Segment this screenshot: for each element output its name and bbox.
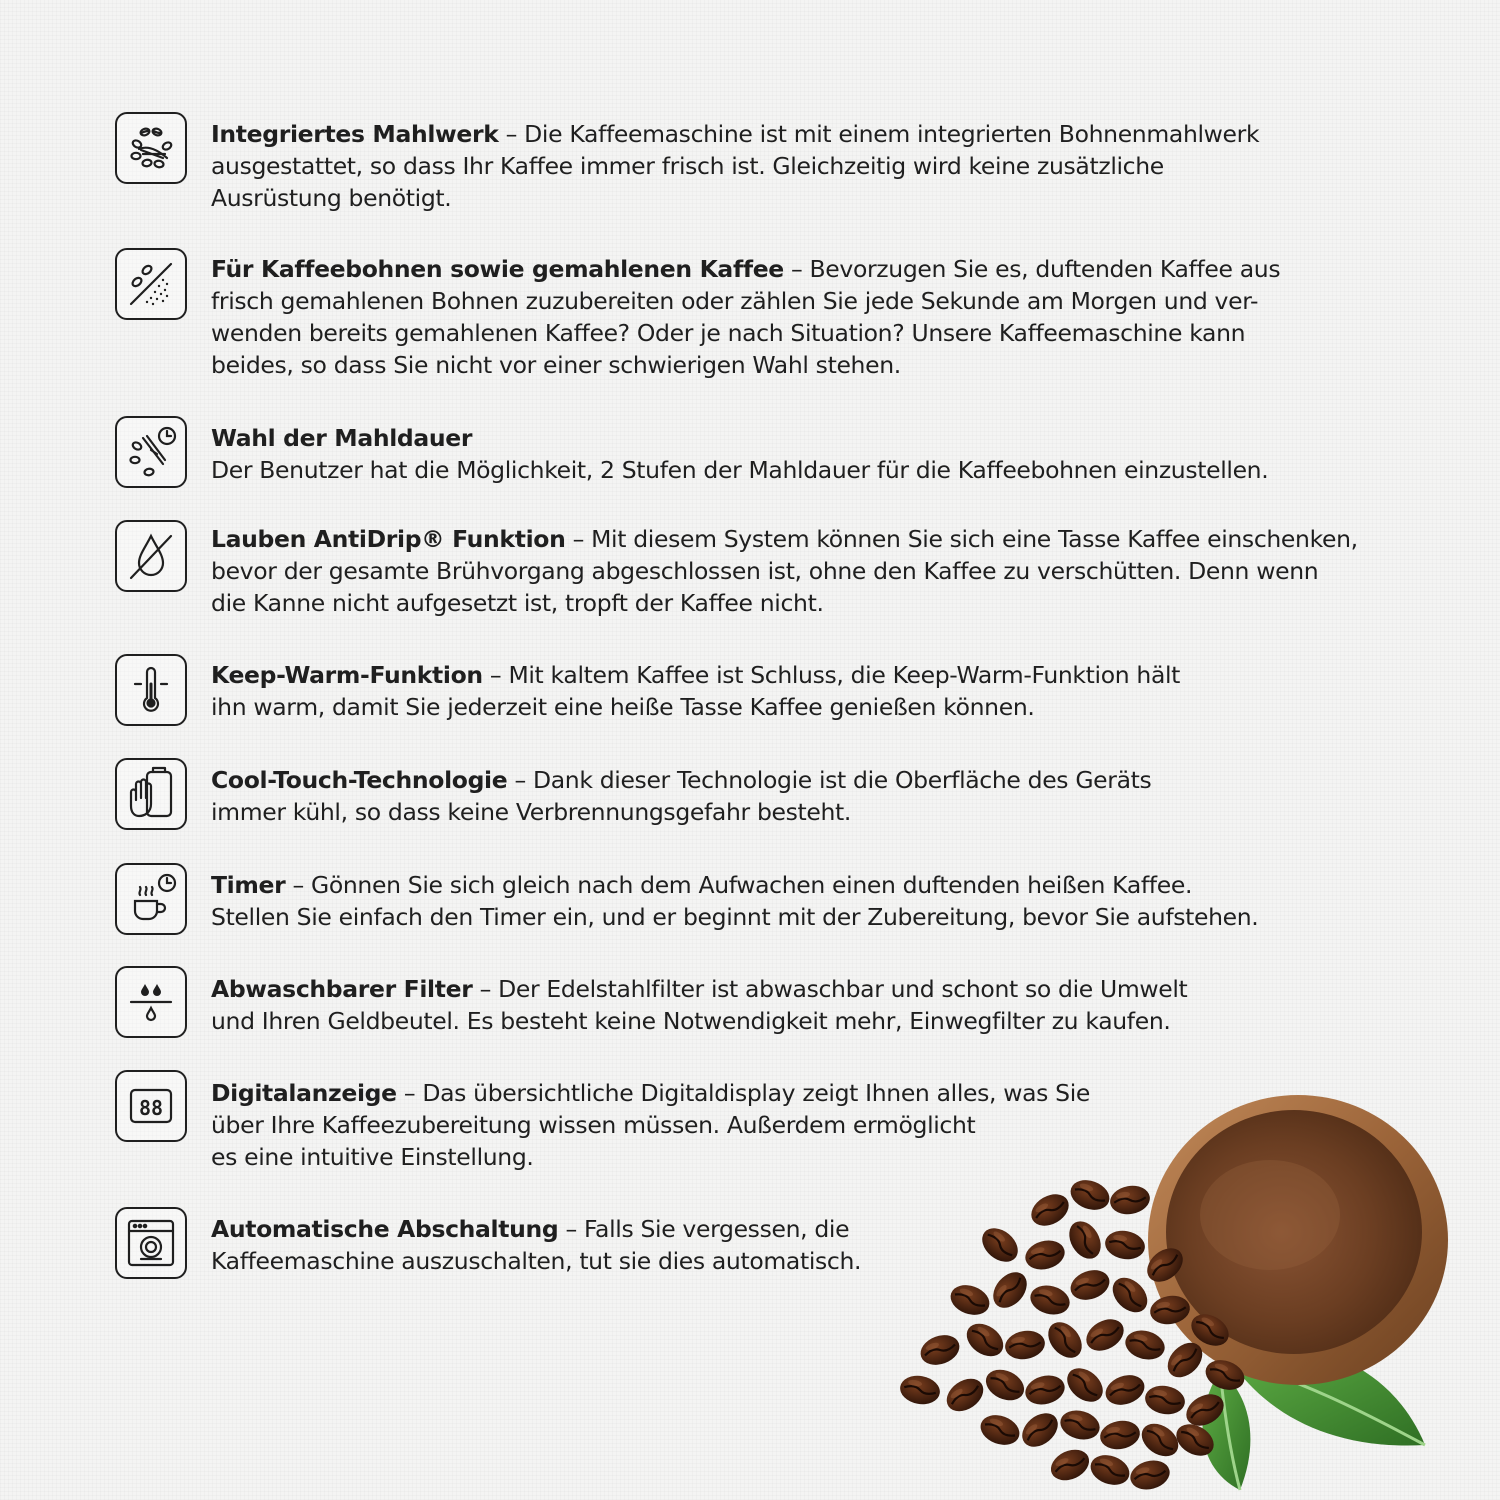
coffee-bean bbox=[1136, 1417, 1185, 1463]
separator: – bbox=[507, 766, 533, 794]
feature-line: Ausrüstung benötigt. bbox=[211, 184, 452, 212]
coffee-bean bbox=[1141, 1241, 1190, 1288]
feature-text bbox=[211, 1213, 861, 1277]
coffee-bean bbox=[1061, 1361, 1110, 1408]
feature-line: ihn warm, damit Sie jederzeit eine heiße Tasse Kaffee genießen können. bbox=[211, 693, 1035, 721]
feature-line: Die Kaffeemaschine ist mit einem integrierten Bohnenmahlwerk bbox=[524, 120, 1260, 148]
feature-line: immer kühl, so dass keine Verbrennungsgefahr besteht. bbox=[211, 798, 852, 826]
coffee-bean bbox=[1122, 1326, 1168, 1363]
coffee-bean bbox=[1103, 1228, 1147, 1263]
coffee-bean bbox=[1041, 1316, 1088, 1365]
feature-line: Bevorzugen Sie es, duftenden Kaffee aus bbox=[809, 255, 1281, 283]
feature-title: Automatische Abschaltung bbox=[211, 1215, 559, 1243]
coffee-bean bbox=[1022, 1371, 1068, 1408]
feature-line: es eine intuitive Einstellung. bbox=[211, 1143, 534, 1171]
feature-title: Digitalanzeige bbox=[211, 1079, 397, 1107]
beans-and-ground-coffee-icon bbox=[115, 248, 187, 320]
coffee-bean bbox=[1086, 1450, 1133, 1490]
feature-text bbox=[211, 523, 1358, 619]
display-digits: 88 bbox=[138, 1096, 164, 1120]
coffee-bean bbox=[1057, 1406, 1103, 1443]
coffee-bean bbox=[961, 1317, 1010, 1363]
coffee-bean bbox=[1127, 1456, 1173, 1493]
feature-line: über Ihre Kaffeezubereitung wissen müssen. Außerdem ermöglicht bbox=[211, 1111, 976, 1139]
coffee-bean bbox=[1148, 1293, 1192, 1328]
coffee-bean bbox=[1181, 1388, 1230, 1432]
timer-cup-icon bbox=[115, 863, 187, 935]
separator: – bbox=[498, 120, 525, 148]
feature-line: beides, so dass Sie nicht vor einer schwierigen Wahl stehen. bbox=[211, 351, 901, 379]
feature-line: die Kanne nicht aufgesetzt ist, tropft der Kaffee nicht. bbox=[211, 589, 824, 617]
separator: – bbox=[396, 1079, 423, 1107]
coffee-bean bbox=[946, 1280, 993, 1320]
separator: – bbox=[482, 661, 509, 689]
separator: – bbox=[558, 1215, 585, 1243]
anti-drip-icon bbox=[115, 520, 187, 592]
coffee-bean bbox=[898, 1373, 942, 1408]
coffee-bean bbox=[986, 1266, 1033, 1315]
coffee-bean bbox=[1201, 1355, 1248, 1395]
feature-title: Wahl der Mahldauer bbox=[211, 424, 473, 452]
feature-text bbox=[211, 973, 1187, 1037]
feature-line: Mit diesem System können Sie sich eine Tasse Kaffee einschenken, bbox=[591, 525, 1358, 553]
coffee-bean bbox=[1098, 1418, 1142, 1453]
auto-shutoff-icon bbox=[115, 1207, 187, 1279]
feature-line: Der Edelstahlfilter ist abwaschbar und schont so die Umwelt bbox=[498, 975, 1188, 1003]
washable-filter-icon bbox=[115, 966, 187, 1038]
grind-time-clock-icon bbox=[115, 416, 187, 488]
feature-line: ausgestattet, so dass Ihr Kaffee immer frisch ist. Gleichzeitig wird keine zusätzliche bbox=[211, 152, 1164, 180]
coffee-bean bbox=[1101, 1370, 1148, 1410]
coffee-bean bbox=[916, 1330, 963, 1370]
coffee-bean bbox=[1063, 1216, 1107, 1265]
feature-text bbox=[211, 1077, 1090, 1173]
feature-line: Dank dieser Technologie ist die Oberfläche des Geräts bbox=[532, 766, 1152, 794]
coffee-bean bbox=[1066, 1175, 1113, 1215]
feature-text bbox=[211, 422, 1268, 486]
separator: – bbox=[285, 871, 311, 899]
feature-line: Das übersichtliche Digitaldisplay zeigt Ihnen alles, was Sie bbox=[422, 1079, 1091, 1107]
digital-display-icon bbox=[115, 1070, 187, 1142]
coffee-bean bbox=[1161, 1336, 1209, 1384]
coffee-bean bbox=[941, 1372, 990, 1418]
coffee-bean bbox=[1026, 1188, 1075, 1232]
coffee-bean bbox=[1143, 1383, 1187, 1418]
feature-line: Gönnen Sie sich gleich nach dem Aufwachen einen duftenden heißen Kaffee. bbox=[311, 871, 1193, 899]
feature-text bbox=[211, 253, 1280, 381]
feature-line: Kaffeemaschine auszuschalten, tut sie dies automatisch. bbox=[211, 1247, 862, 1275]
leaf bbox=[1230, 1349, 1425, 1446]
coffee-beans bbox=[898, 1175, 1249, 1494]
wooden-bowl bbox=[1148, 1095, 1448, 1385]
ground-coffee bbox=[1166, 1110, 1422, 1354]
feature-title: Timer bbox=[211, 871, 286, 899]
feature-line: Stellen Sie einfach den Timer ein, und er beginnt mit der Zubereitung, bevor Sie aufstehen. bbox=[211, 903, 1259, 931]
feature-line: und Ihren Geldbeutel. Es besteht keine Notwendigkeit mehr, Einwegfilter zu kaufen. bbox=[211, 1007, 1171, 1035]
coffee-bean bbox=[1016, 1406, 1065, 1453]
feature-title: Keep-Warm-Funktion bbox=[211, 661, 483, 689]
feature-text bbox=[211, 118, 1259, 214]
separator: – bbox=[565, 525, 592, 553]
cool-touch-hand-icon bbox=[115, 758, 187, 830]
thermometer-icon bbox=[115, 654, 187, 726]
coffee-bean bbox=[1022, 1236, 1068, 1273]
coffee-bean bbox=[1066, 1265, 1113, 1305]
feature-line: Der Benutzer hat die Möglichkeit, 2 Stufen der Mahldauer für die Kaffeebohnen einzustellen. bbox=[211, 456, 1269, 484]
coffee-bean bbox=[976, 1221, 1025, 1268]
coffee-bean bbox=[976, 1410, 1023, 1450]
feature-line: wenden bereits gemahlenen Kaffee? Oder je nach Situation? Unsere Kaffeemaschine kann bbox=[211, 319, 1246, 347]
feature-text bbox=[211, 659, 1180, 723]
feature-text bbox=[211, 764, 1151, 828]
separator: – bbox=[783, 255, 810, 283]
feature-line: Mit kaltem Kaffee ist Schluss, die Keep-Warm-Funktion hält bbox=[508, 661, 1181, 689]
coffee-bean bbox=[1003, 1328, 1047, 1363]
feature-line: bevor der gesamte Brühvorgang abgeschlossen ist, ohne den Kaffee zu verschütten. Denn wenn bbox=[211, 557, 1319, 585]
feature-title: Abwaschbarer Filter bbox=[211, 975, 473, 1003]
feature-line: frisch gemahlenen Bohnen zuzubereiten oder zählen Sie jede Sekunde am Morgen und ver- bbox=[211, 287, 1259, 315]
feature-title: Cool-Touch-Technologie bbox=[211, 766, 508, 794]
coffee-bean bbox=[1027, 1281, 1073, 1318]
feature-title: Lauben AntiDrip® Funktion bbox=[211, 525, 566, 553]
coffee-bean bbox=[1106, 1271, 1154, 1319]
leaf bbox=[1203, 1370, 1251, 1490]
coffee-bean bbox=[1171, 1418, 1220, 1462]
coffee-grinder-icon bbox=[115, 112, 187, 184]
feature-text bbox=[211, 869, 1258, 933]
feature-title: Für Kaffeebohnen sowie gemahlenen Kaffee bbox=[211, 255, 784, 283]
coffee-bean bbox=[1108, 1183, 1152, 1218]
coffee-bean bbox=[1046, 1444, 1094, 1486]
coffee-bean bbox=[1081, 1313, 1130, 1357]
separator: – bbox=[472, 975, 499, 1003]
feature-line: Falls Sie vergessen, die bbox=[584, 1215, 850, 1243]
coffee-bean bbox=[1186, 1308, 1235, 1352]
feature-title: Integriertes Mahlwerk bbox=[211, 120, 499, 148]
coffee-bean bbox=[981, 1364, 1029, 1406]
